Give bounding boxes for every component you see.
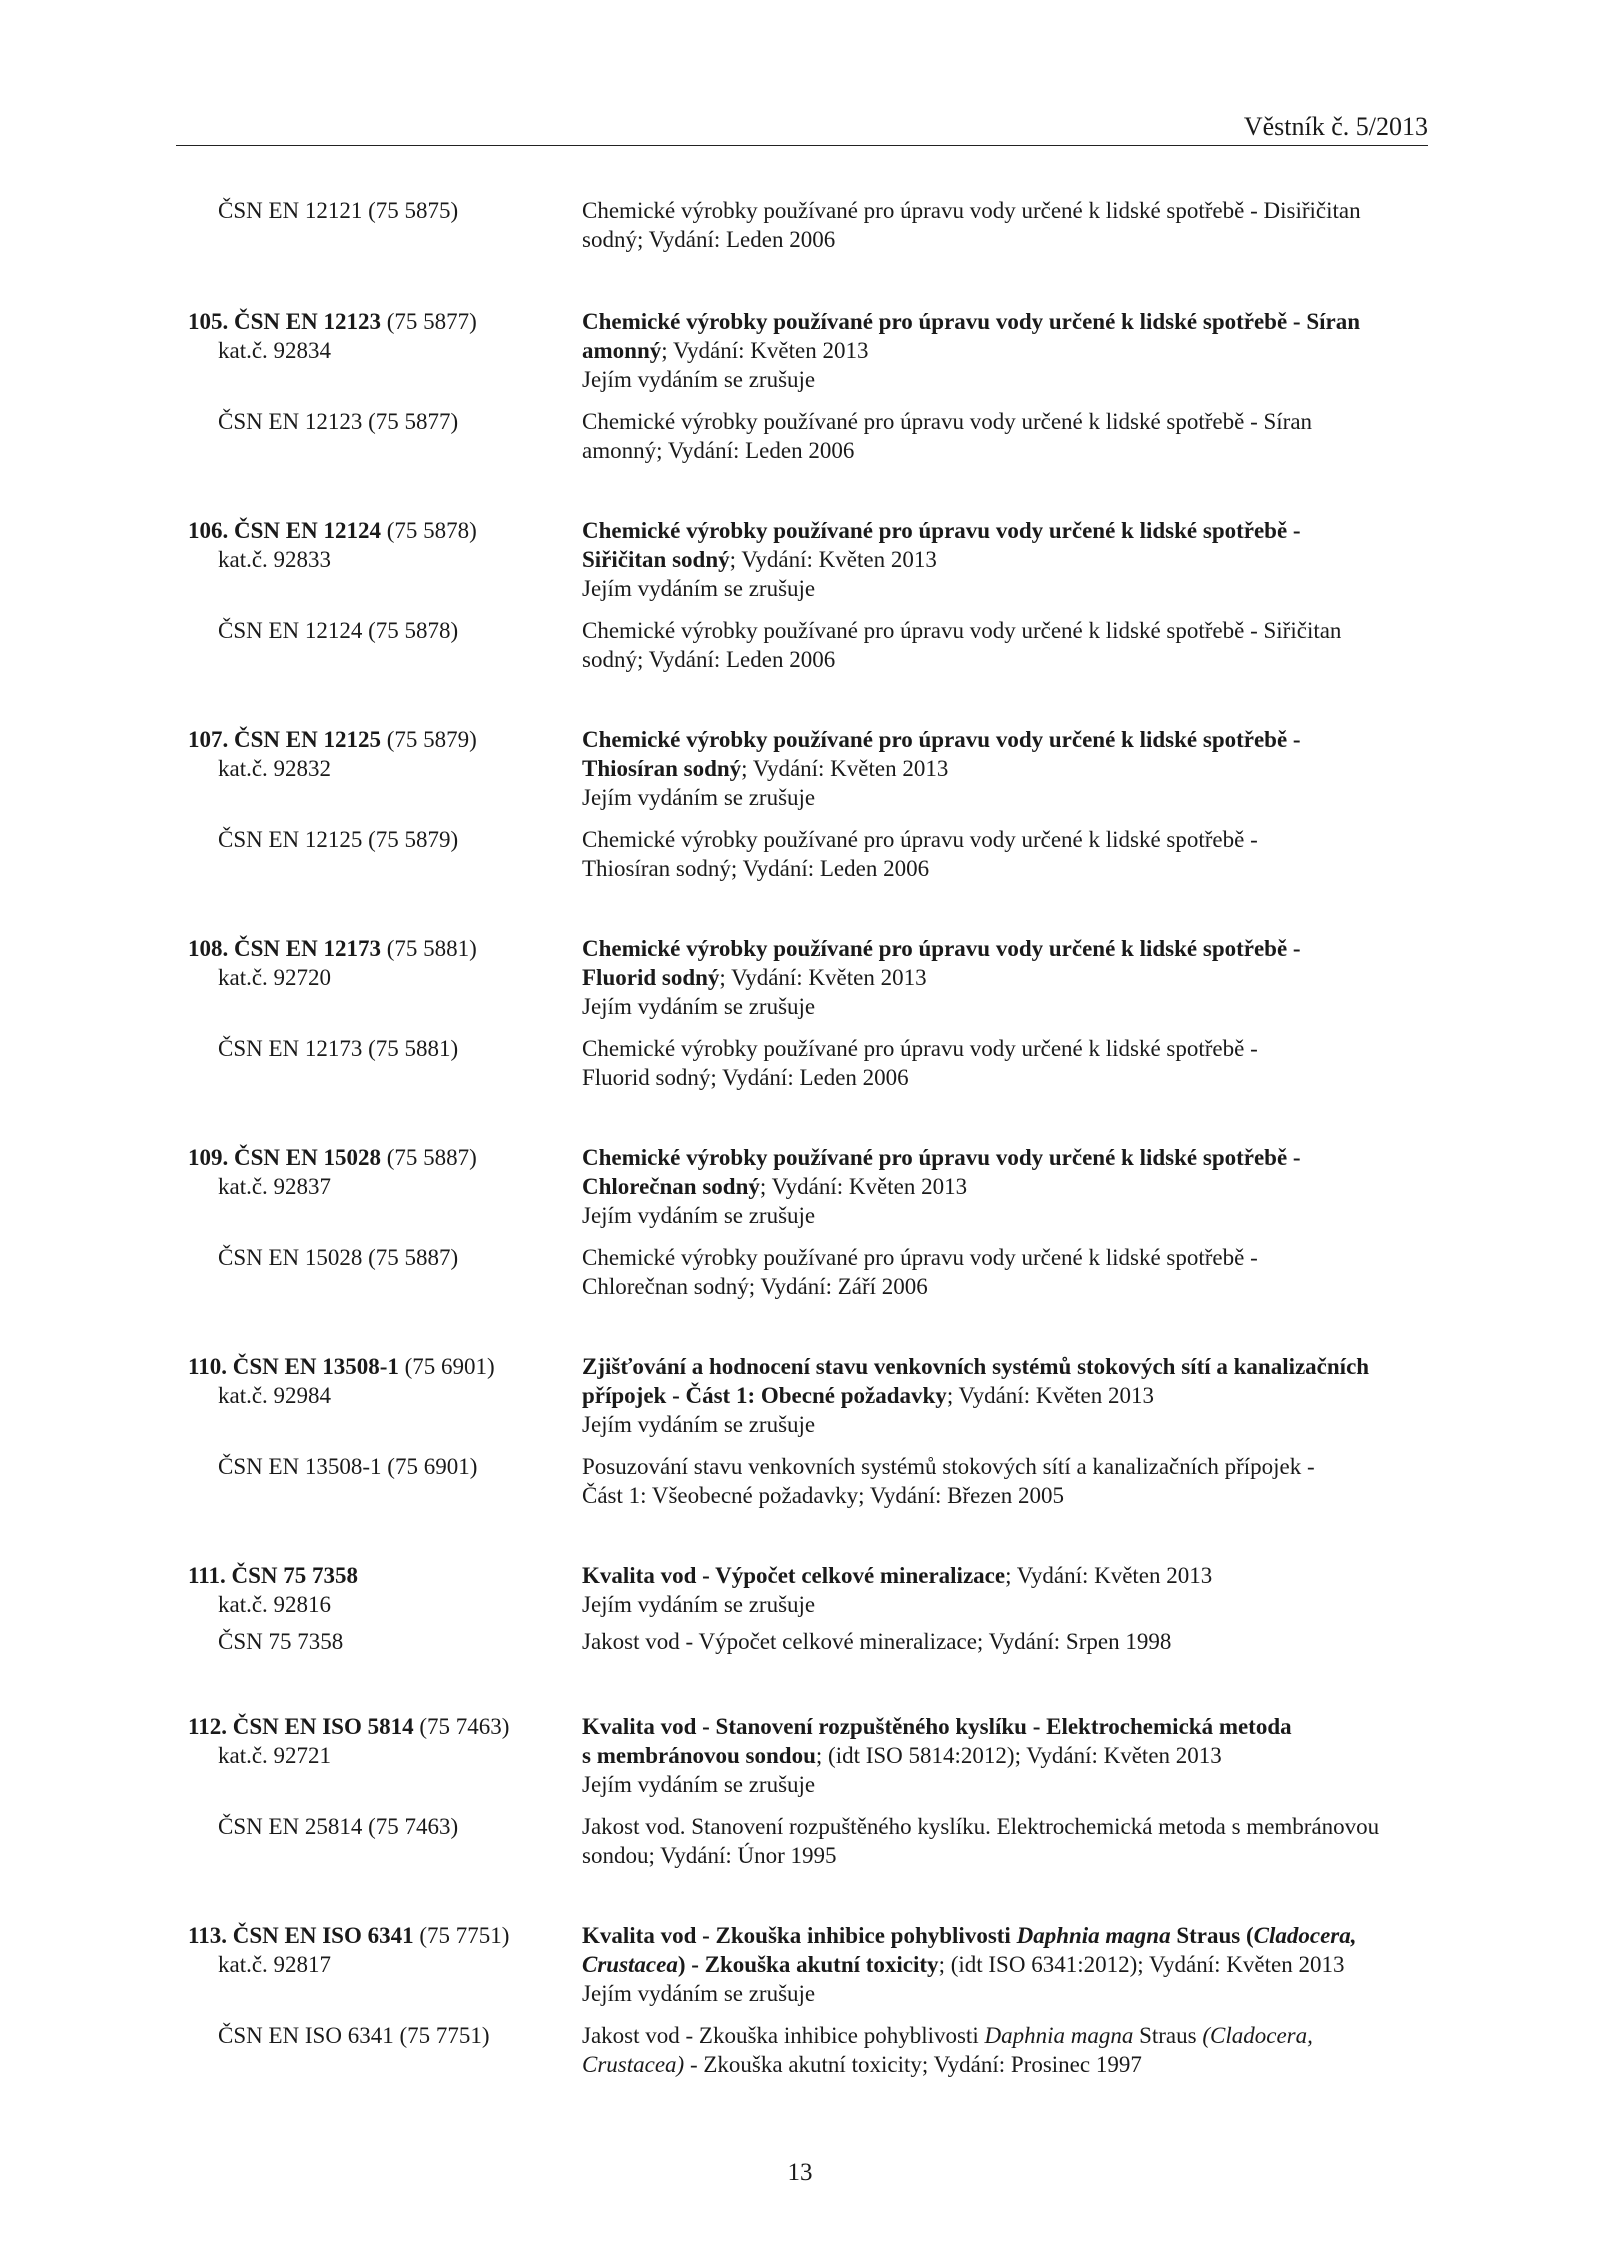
standard-class: (75 5877) [386, 309, 477, 334]
standard-code: ČSN EN ISO 6341 [232, 1923, 414, 1948]
entry-code-block [188, 1352, 568, 1410]
replaces-note: Jejím vydáním se zrušuje [582, 1412, 816, 1437]
replaces-note: Jejím vydáním se zrušuje [582, 1981, 816, 2006]
catalog-number: kat.č. 92832 [218, 756, 332, 781]
standard-code: ČSN EN 12125 [234, 727, 381, 752]
catalog-number: kat.č. 92816 [218, 1592, 332, 1617]
replaces-note: Jejím vydáním se zrušuje [582, 576, 816, 601]
standard-class: (75 6901) [404, 1354, 495, 1379]
orig-code: ČSN EN 12121 (75 5875) [218, 198, 459, 223]
entry-code-block [188, 1712, 568, 1770]
orig-title: Posuzování stavu venkovních systémů stokových sítí a kanalizačních přípojek - Část 1: Všeobecné požadavky; Vydání: Březen 2005 [582, 1454, 1315, 1508]
catalog-number: kat.č. 92984 [218, 1383, 332, 1408]
orig-title: Chemické výrobky používané pro úpravu vody určené k lidské spotřebě - Fluorid sodný; Vydání: Leden 2006 [582, 1036, 1258, 1090]
standard-class: (75 5879) [386, 727, 477, 752]
orig-title: Chemické výrobky používané pro úpravu vody určené k lidské spotřebě - Síran amonný; Vydání: Leden 2006 [582, 409, 1313, 463]
orig-code: ČSN EN 25814 (75 7463) [218, 1814, 459, 1839]
orig-title: Chemické výrobky používané pro úpravu vody určené k lidské spotřebě - Chlorečnan sodný; Vydání: Září 2006 [582, 1245, 1258, 1299]
standard-class: (75 7751) [419, 1923, 510, 1948]
entry-code-block [188, 1561, 568, 1619]
entry-code-block [188, 516, 568, 574]
catalog-number: kat.č. 92720 [218, 965, 332, 990]
entry-title: Kvalita vod - Stanovení rozpuštěného kyslíku - Elektrochemická metoda s membránovou sondou; (idt ISO 5814:2012); Vydání: Květen 2013 Jejím vydáním se zrušuje [582, 1712, 1432, 1799]
entry-code-block [188, 934, 568, 992]
entry-title: Chemické výrobky používané pro úpravu vody určené k lidské spotřebě - Síran amonný; Vydání: Květen 2013 Jejím vydáním se zrušuje [582, 307, 1432, 394]
entry-number: 107. [188, 727, 229, 752]
entry-title: Chemické výrobky používané pro úpravu vody určené k lidské spotřebě - Siřičitan sodný; Vydání: Květen 2013 Jejím vydáním se zrušuje [582, 516, 1432, 603]
entry-code-block [188, 1143, 568, 1201]
entry-number: 112. [188, 1714, 227, 1739]
entry-title: Zjišťování a hodnocení stavu venkovních systémů stokových sítí a kanalizačních přípojek - Část 1: Obecné požadavky; Vydání: Květen 2013 Jejím vydáním se zrušuje [582, 1352, 1432, 1439]
replaces-note: Jejím vydáním se zrušuje [582, 1203, 816, 1228]
standard-code: ČSN EN 15028 [234, 1145, 381, 1170]
orig-title: Chemické výrobky používané pro úpravu vody určené k lidské spotřebě - Disiřičitan sodný; Vydání: Leden 2006 [582, 198, 1361, 252]
catalog-number: kat.č. 92833 [218, 547, 332, 572]
orig-code: ČSN 75 7358 [218, 1629, 344, 1654]
orig-title: Jakost vod - Výpočet celkové mineralizace; Vydání: Srpen 1998 [582, 1629, 1172, 1654]
entry-number: 108. [188, 936, 229, 961]
replaces-note: Jejím vydáním se zrušuje [582, 1772, 816, 1797]
page-number: 13 [787, 2159, 813, 2186]
journal-header [176, 112, 1428, 146]
catalog-number: kat.č. 92817 [218, 1952, 332, 1977]
orig-code: ČSN EN 12173 (75 5881) [218, 1036, 459, 1061]
standard-class: (75 5881) [386, 936, 477, 961]
standard-code: ČSN EN 12173 [234, 936, 381, 961]
entry-code-block [188, 725, 568, 783]
replaces-note: Jejím vydáním se zrušuje [582, 367, 816, 392]
catalog-number: kat.č. 92837 [218, 1174, 332, 1199]
orig-title: Chemické výrobky používané pro úpravu vody určené k lidské spotřebě - Siřičitan sodný; Vydání: Leden 2006 [582, 618, 1342, 672]
replaces-note: Jejím vydáním se zrušuje [582, 785, 816, 810]
entry-title: Chemické výrobky používané pro úpravu vody určené k lidské spotřebě - Chlorečnan sodný; Vydání: Květen 2013 Jejím vydáním se zrušuje [582, 1143, 1432, 1230]
catalog-number: kat.č. 92721 [218, 1743, 332, 1768]
standard-code: ČSN EN 12124 [234, 518, 381, 543]
standard-class: (75 5878) [386, 518, 477, 543]
entry-code-block [188, 1921, 568, 1979]
orig-code: ČSN EN 12123 (75 5877) [218, 409, 459, 434]
standard-code: ČSN EN 12123 [234, 309, 381, 334]
entry-number: 110. [188, 1354, 227, 1379]
entry-code-block [188, 307, 568, 365]
standard-code: ČSN 75 7358 [231, 1563, 358, 1588]
standard-code: ČSN EN ISO 5814 [232, 1714, 414, 1739]
entry-number: 105. [188, 309, 229, 334]
replaces-note: Jejím vydáním se zrušuje [582, 1592, 816, 1617]
orig-title: Jakost vod - Zkouška inhibice pohyblivosti Daphnia magna Straus (Cladocera, Crustacea) - Zkouška akutní toxicity; Vydání: Prosinec 1997 [582, 2023, 1313, 2077]
orig-code: ČSN EN 15028 (75 5887) [218, 1245, 459, 1270]
catalog-number: kat.č. 92834 [218, 338, 332, 363]
standard-class: (75 7463) [419, 1714, 510, 1739]
entry-number: 111. [188, 1563, 226, 1588]
journal-title: Věstník č. 5/2013 [1243, 112, 1428, 141]
orig-code: ČSN EN ISO 6341 (75 7751) [218, 2023, 490, 2048]
orig-code: ČSN EN 13508-1 (75 6901) [218, 1454, 478, 1479]
entry-title: Chemické výrobky používané pro úpravu vody určené k lidské spotřebě - Thiosíran sodný; Vydání: Květen 2013 Jejím vydáním se zrušuje [582, 725, 1432, 812]
entry-number: 106. [188, 518, 229, 543]
entry-title: Kvalita vod - Výpočet celkové mineralizace; Vydání: Květen 2013 Jejím vydáním se zrušuje [582, 1561, 1432, 1619]
entry-number: 113. [188, 1923, 227, 1948]
orig-title: Jakost vod. Stanovení rozpuštěného kyslíku. Elektrochemická metoda s membránovou sondou; Vydání: Únor 1995 [582, 1814, 1380, 1868]
replaces-note: Jejím vydáním se zrušuje [582, 994, 816, 1019]
standard-code: ČSN EN 13508-1 [232, 1354, 399, 1379]
orig-title: Chemické výrobky používané pro úpravu vody určené k lidské spotřebě - Thiosíran sodný; Vydání: Leden 2006 [582, 827, 1258, 881]
orig-code: ČSN EN 12125 (75 5879) [218, 827, 459, 852]
entry-title: Chemické výrobky používané pro úpravu vody určené k lidské spotřebě - Fluorid sodný; Vydání: Květen 2013 Jejím vydáním se zrušuje [582, 934, 1432, 1021]
entry-number: 109. [188, 1145, 229, 1170]
standard-class: (75 5887) [386, 1145, 477, 1170]
entry-title: Kvalita vod - Zkouška inhibice pohyblivosti Daphnia magna Straus (Cladocera, Crustacea) - Zkouška akutní toxicity; (idt ISO 6341:2012); Vydání: Květen 2013 Jejím vydáním se zrušuje [582, 1921, 1432, 2008]
orig-code: ČSN EN 12124 (75 5878) [218, 618, 459, 643]
